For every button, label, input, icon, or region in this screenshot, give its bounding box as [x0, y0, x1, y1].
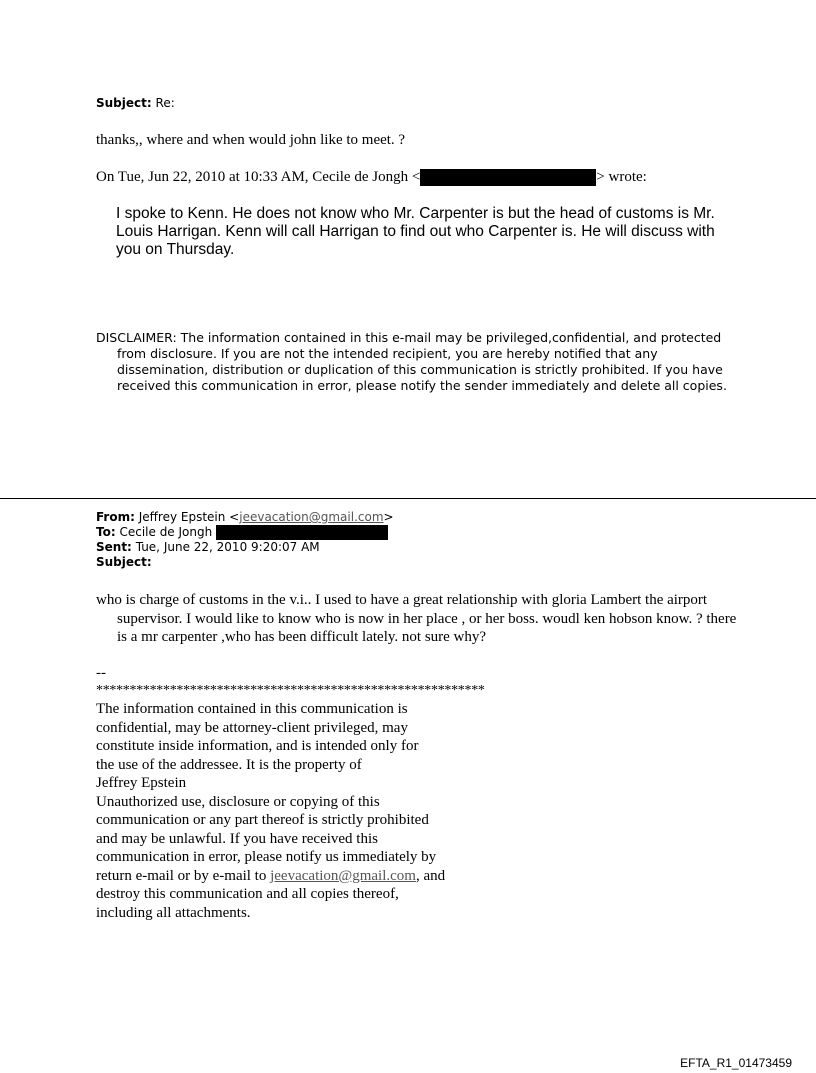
original-subject-label: Subject: — [96, 555, 152, 569]
quote-intro — [96, 168, 647, 186]
signature-stars: ********************************************************** — [96, 683, 485, 698]
from-close: > — [383, 510, 394, 524]
quoted-message: I spoke to Kenn. He does not know who Mr. Carpenter is but the head of customs is Mr. Louis Harrigan. Kenn will call Harrigan to find out who Carpenter is. He will discuss with you on Thursday. — [116, 205, 715, 258]
confidentiality-notice — [96, 700, 445, 922]
notice-line: destroy this communication and all copies thereof, — [96, 886, 399, 902]
quote-intro-after: > wrote: — [596, 169, 647, 185]
disclaimer: DISCLAIMER: The information contained in this e-mail may be privileged,confidential, and protected from disclosure. If you are not the intended recipient, you are hereby notified that any dissemination, distribution or duplication of this communication is strictly prohibited. If you have received this communication in error, please notify the sender immediately and delete all copies. — [96, 330, 727, 393]
confidentiality-lines — [96, 700, 445, 867]
original-headers — [96, 510, 394, 570]
notice-line: Unauthorized use, disclosure or copying of this — [96, 793, 380, 810]
reply-subject-line — [96, 96, 175, 111]
reply-body: thanks,, where and when would john like to meet. ? — [96, 132, 406, 148]
reply-subject-value: Re: — [155, 96, 175, 110]
from-line — [96, 510, 394, 525]
signature-dashes: -- — [96, 665, 106, 681]
redaction-box — [216, 525, 388, 540]
return-suffix: , and — [415, 867, 446, 884]
notice-line: Jeffrey Epstein — [96, 775, 187, 791]
notice-line: constitute inside information, and is intended only for — [96, 738, 419, 754]
notice-line: communication in error, please notify us immediately by — [96, 849, 437, 865]
notice-line: the use of the addressee. It is the property of — [96, 756, 362, 773]
original-subject-line — [96, 555, 394, 570]
notice-line: and may be unlawful. If you have received this — [96, 830, 378, 847]
from-name: Jeffrey Epstein < — [138, 510, 240, 524]
sent-line — [96, 540, 394, 555]
message-separator — [0, 498, 816, 499]
sent-label: Sent: — [96, 540, 132, 554]
return-email-line — [96, 867, 445, 886]
to-label: To: — [96, 525, 116, 539]
from-label: From: — [96, 510, 135, 524]
to-line — [96, 525, 394, 540]
notice-line: The information contained in this communication is — [96, 701, 408, 717]
closing-lines — [96, 885, 445, 922]
document-id: EFTA_R1_01473459 — [680, 1056, 792, 1070]
sent-value: Tue, June 22, 2010 9:20:07 AM — [135, 540, 320, 554]
notice-line: confidential, may be attorney-client privileged, may — [96, 719, 408, 736]
notice-line: including all attachments. — [96, 904, 251, 921]
return-email-link[interactable]: jeevacation@gmail.com — [270, 867, 416, 884]
reply-subject-label: Subject: — [96, 96, 152, 110]
return-prefix: return e-mail or by e-mail to — [96, 867, 271, 884]
redaction-box — [420, 169, 596, 186]
original-body: who is charge of customs in the v.i.. I used to have a great relationship with gloria Lambert the airport supervisor. I would like to know who is now in her place , or her boss. woudl ken hobson know. ? there is a mr carpenter ,who has been difficult lately. not sure why? — [96, 592, 737, 645]
notice-line: communication or any part thereof is strictly prohibited — [96, 812, 429, 828]
to-value: Cecile de Jongh — [119, 525, 213, 539]
from-email-link[interactable]: jeevacation@gmail.com — [239, 510, 384, 524]
quote-intro-before: On Tue, Jun 22, 2010 at 10:33 AM, Cecile de Jongh < — [96, 169, 421, 185]
